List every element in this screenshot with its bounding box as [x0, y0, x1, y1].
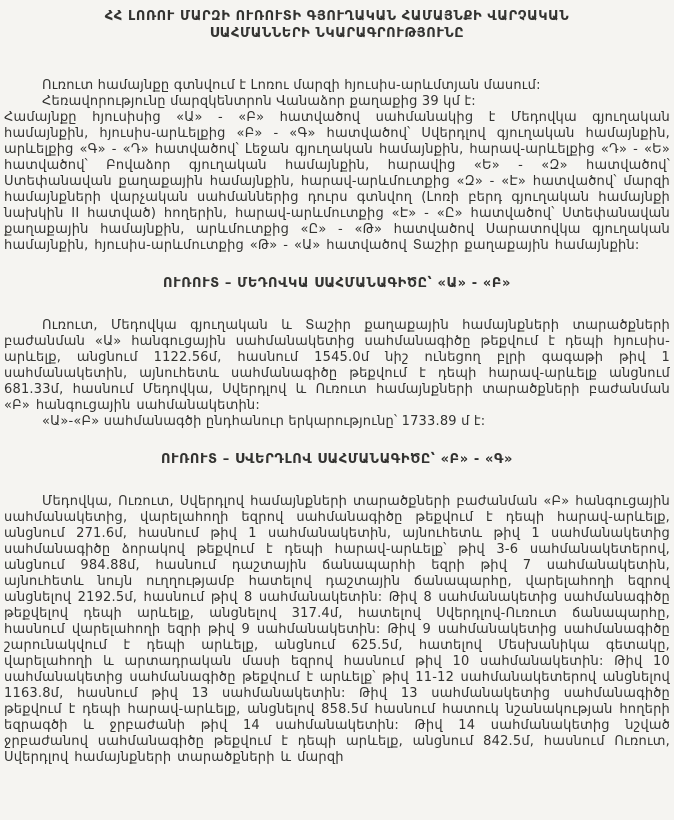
title-line-2: ՍԱՀՄԱՆՆԵՐԻ ՆԿԱՐԱԳՐՈՒԹՅՈՒՆԸ [209, 26, 465, 41]
title-line-1: ՀՀ ԼՈՌՈՒ ՄԱՐԶԻ ՈՒՌՈՒՏԻ ԳՅՈՒՂԱԿԱՆ ՀԱՄԱՅՆՔԻ ՎԱՐՉԱԿԱՆ [104, 9, 570, 24]
section-body-urut-sverdlov: Մեդովկա, Ուռուտ, Սվերդլով համայնքների տարածքների բաժանման «Բ» հանգուցային սահմանակետից, վարելահողի եզրով սահմանագիծը թեքվում է դեպի հարավ-արևելք, անցնում 271.6մ, հասնում թիվ 1 սահմանակետին, այնուհետև թիվ 1 սահմանակետից սահմանագիծը ձորակով թեքվում է դեպի հարավ-արևելք՝ թիվ 3-6 սահմանակետերով, անցնում 984.88մ, հասնում դաշտային ճանապարհի եզրի թիվ 7 սահմանակետին, այնուհետև նույն ուղղությամբ հատելով դաշտային ճանապարհը, վարելահողի եզրով անցնելով 2192.5մ, հասնում թիվ 8 սահմանակետին: Թիվ 8 սահմանակետից սահմանագիծը թեքվելով դեպի արևելք, անցնելով 317.4մ, հատելով Սվերդլով-Ուռուտ ճանապարհը, հասնում վարելահողի եզրի թիվ 9 սահմանակետին: Թիվ 9 սահմանակետից սահմանագիծը շարունակվում է դեպի արևելք, անցնում 625.5մ, հատելով Մեսխանիկա գետակը, վարելահողի և արտադրական մասի եզրով հասնում թիվ 10 սահմանակետին: Թիվ 10 սահմանակետից սահմանագիծը թեքվում է արևելք՝ թիվ 11-12 սահմանակետերով անցնելով 1163.8մ, հասնում թիվ 13 սահմանակետին: Թիվ 13 սահմանակետից սահմանագիծը թեքվում է դեպի հարավ-արևելք, անցնելով 858.5մ հասնում հատուկ նշանակության հողերի եզրագծի և ջրբաժանի թիվ 14 սահմանակետին: Թիվ 14 սահմանակետից նշված ջրբաժանով սահմանագիծը թեքվում է դեպի արևելք, անցնում 842.5մ, հասնում Ուռուտ, Սվերդլով համայնքների տարածքների և մարզի [4, 494, 670, 765]
border-length-line: «Ա»-«Բ» սահմանագծի ընդհանուր երկարությունը՝ 1733.89 մ է: [42, 414, 486, 429]
document-title [4, 8, 670, 42]
intro-body-paragraph: Համայնքը հյուսիսից «Ա» - «Բ» հատվածով սահմանակից է Մեդովկա գյուղական համայնքին, հյուսիս-արևելքից «Բ» - «Գ» հատվածով՝ Սվերդլով գյուղական համայնքին, արևելքից «Գ» - «Դ» հատվածով՝ Լեջան գյուղական համայնքին, հարավ-արևելքից «Դ» - «Ե» հատվածով՝ Բովաձոր գյուղական համայնքին, հարավից «Ե» - «Զ» հատվածով՝ Ստեփանավան քաղաքային համայնքին, հարավ-արևմուտքից «Զ» - «Է» հատվածով՝ մարզի համայնքների վարչական սահմաններից դուրս գտնվող (Լոռի բերդ գյուղական համայնքի նախկին II հատված) հողերին, հարավ-արևմուտքից «Է» - «Ը» հատվածով՝ Ստեփանավան քաղաքային համայնքին, արևմուտքից «Ը» - «Թ» հատվածով Սարատովկա գյուղական համայնքին, հյուսիս-արևմուտքից «Թ» - «Ա» հատվածով Տաշիր քաղաքային համայնքին: [4, 110, 670, 253]
section-heading-urut-sverdlov: ՈՒՌՈՒՏ – ՍՎԵՐԴԼՈՎ ՍԱՀՄԱՆԱԳԻԾԸ՝ «Բ» - «Գ» [160, 452, 514, 467]
section-body-urut-medovka: Ուռուտ, Մեդովկա գյուղական և Տաշիր քաղաքային համայնքների տարածքների բաժանման «Ա» հանգուցային սահմանակետից սահմանագիծը թեքվում է դեպի հյուսիս-արևելք, անցնում 1122.56մ, հասնում 1545.0մ նիշ ունեցող բլրի գագաթի թիվ 1 սահմանակետին, այնուհետև սահմանագիծը թեքվում է դեպի հարավ-արևելք անցնում 681.33մ, հասնում Մեդովկա, Սվերդլով և Ուռուտ համայնքների տարածքների բաժանման «Բ» հանգուցային սահմանակետին: [4, 318, 670, 413]
intro-sentence-2: Հեռավորությունը մարզկենտրոն Վանաձոր քաղաքից 39 կմ է: [42, 94, 476, 109]
intro-sentence-1: Ուռուտ համայնքը գտնվում է Լոռու մարզի հյուսիս-արևմտյան մասում: [42, 78, 541, 93]
section-heading-urut-medovka: ՈՒՌՈՒՏ – ՄԵԴՈՎԿԱ ՍԱՀՄԱՆԱԳԻԾԸ՝ «Ա» - «Բ» [163, 276, 511, 291]
